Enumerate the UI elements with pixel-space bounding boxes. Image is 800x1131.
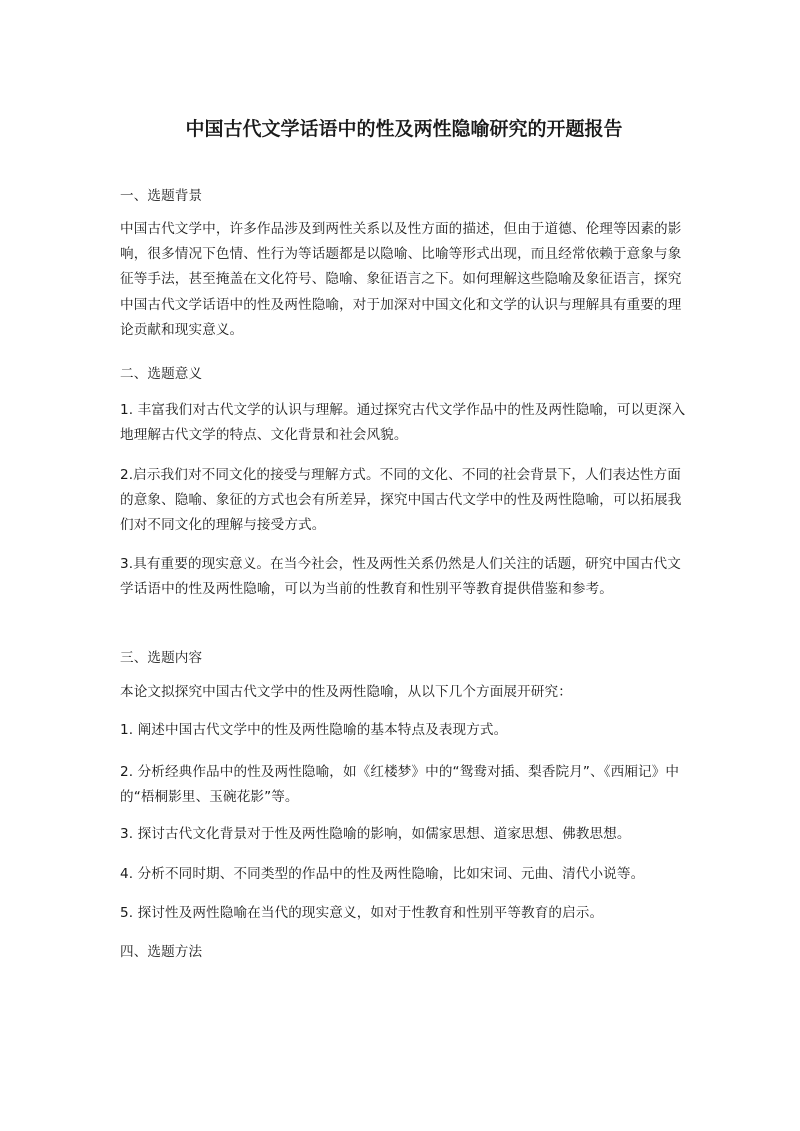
content-item-5: 5. 探讨性及两性隐喻在当代的现实意义，如对于性教育和性别平等教育的启示。 <box>120 905 604 921</box>
significance-item-1: 1. 丰富我们对古代文学的认识与理解。通过探究古代文学作品中的性及两性隐喻，可以更深入地理解古代文学的特点、文化背景和社会风貌。 <box>120 402 686 444</box>
significance-item-3: 3.具有重要的现实意义。在当今社会，性及两性关系仍然是人们关注的话题，研究中国古代文学话语中的性及两性隐喻，可以为当前的性教育和性别平等教育提供借鉴和参考。 <box>120 556 681 598</box>
section-heading-methods: 四、选题方法 <box>120 944 203 960</box>
section-heading-content: 三、选题内容 <box>120 650 203 666</box>
significance-item-2: 2.启示我们对不同文化的接受与理解方式。不同的文化、不同的社会背景下，人们表达性方面的意象、隐喻、象征的方式也会有所差异，探究中国古代文学中的性及两性隐喻，可以拓展我们对不同文化的理解与接受方式。 <box>120 467 682 534</box>
background-paragraph: 中国古代文学中，许多作品涉及到两性关系以及性方面的描述，但由于道德、伦理等因素的影响，很多情况下色情、性行为等话题都是以隐喻、比喻等形式出现，而且经常依赖于意象与象征等手法，甚至掩盖在文化符号、隐喻、象征语言之下。如何理解这些隐喻及象征语言，探究中国古代文学话语中的性及两性隐喻，对于加深对中国文化和文学的认识与理解具有重要的理论贡献和现实意义。 <box>120 221 682 338</box>
document-title: 中国古代文学话语中的性及两性隐喻研究的开题报告 <box>185 118 623 140</box>
content-item-1: 1. 阐述中国古代文学中的性及两性隐喻的基本特点及表现方式。 <box>120 722 508 738</box>
section-heading-background: 一、选题背景 <box>120 188 203 204</box>
content-item-3: 3. 探讨古代文化背景对于性及两性隐喻的影响，如儒家思想、道家思想、佛教思想。 <box>120 826 631 842</box>
content-intro: 本论文拟探究中国古代文学中的性及两性隐喻，从以下几个方面展开研究： <box>120 684 572 700</box>
content-item-4: 4. 分析不同时期、不同类型的作品中的性及两性隐喻，比如宋词、元曲、清代小说等。 <box>120 866 645 882</box>
section-heading-significance: 二、选题意义 <box>120 366 203 382</box>
content-item-2: 2. 分析经典作品中的性及两性隐喻，如《红楼梦》中的“鸳鸯对插、梨香院月”、《西厢记》中的“梧桐影里、玉碗花影”等。 <box>120 764 680 806</box>
